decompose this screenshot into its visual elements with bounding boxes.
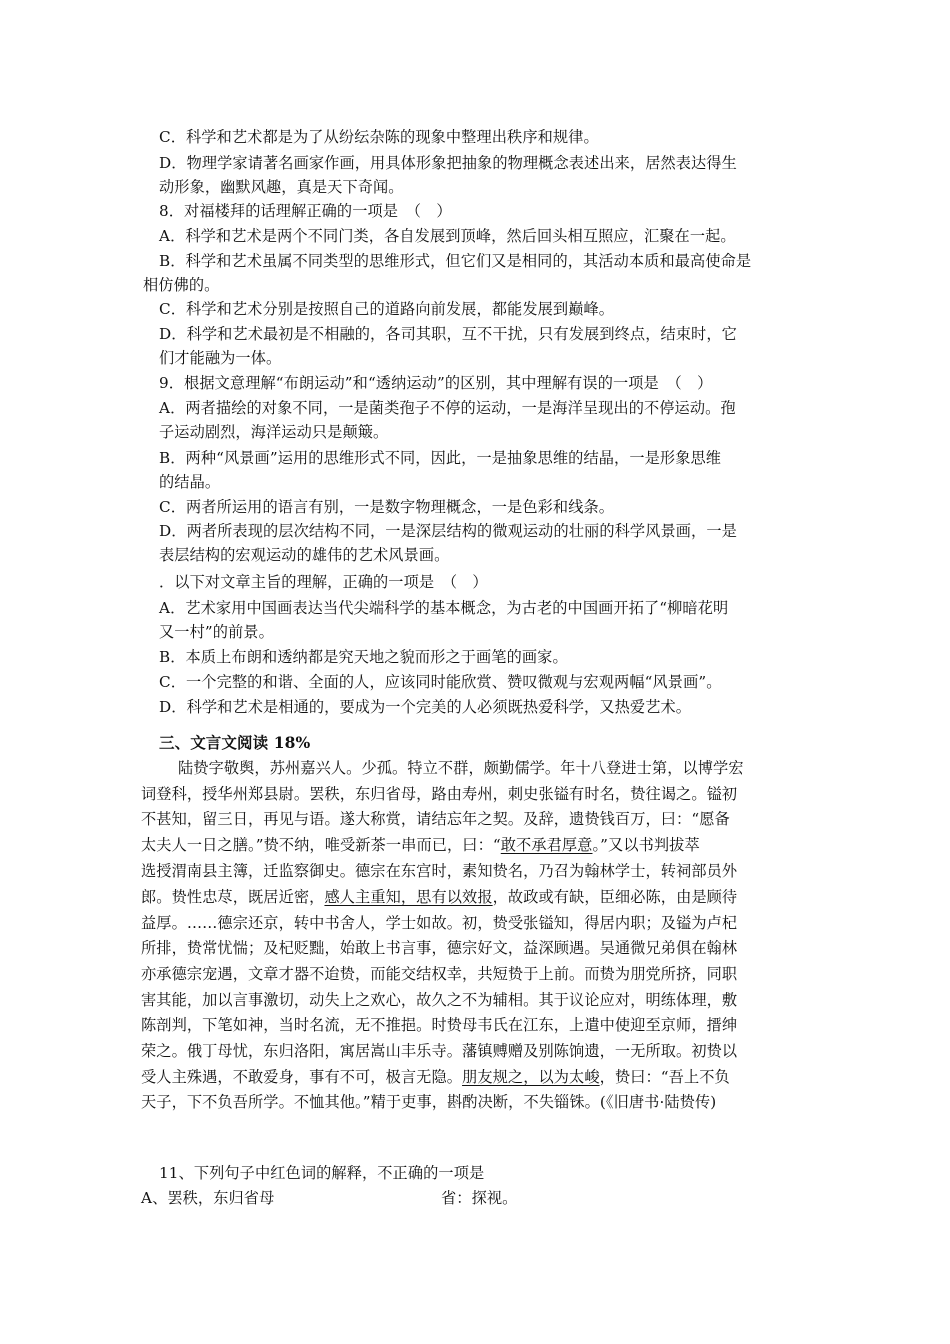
q8-option-b-line1: B．科学和艺术虽属不同类型的思维形式，但它们又是相同的，其活动本质和最高使命是 xyxy=(159,252,752,270)
passage-line: 受人主殊遇，不敢爱身，事有不可，极言无隐。朋友规之，以为太峻，贽曰：“吾上不负 xyxy=(141,1068,730,1086)
q7-option-d-line1: D．物理学家请著名画家作画，用具体形象把抽象的物理概念表述出来，居然表达得生 xyxy=(159,154,737,172)
q9-option-d-line1: D．两者所表现的层次结构不同，一是深层结构的微观运动的壮丽的科学风景画，一是 xyxy=(159,522,737,540)
q8-option-b-line2: 相仿佛的。 xyxy=(143,276,220,294)
q7-option-d-line2: 动形象，幽默风趣，真是天下奇闻。 xyxy=(159,178,404,196)
passage-line: 害其能，加以言事激切，动失上之欢心，故久之不为辅相。其于议论应对，明练体理，敷 xyxy=(141,991,738,1009)
q9-option-d-line2: 表层结构的宏观运动的雄伟的艺术风景画。 xyxy=(159,546,450,564)
q11-option-a-gloss: 省：探视。 xyxy=(441,1189,518,1207)
q9-option-a-line1: A．两者描绘的对象不同，一是菌类孢子不停的运动，一是海洋呈现出的不停运动。孢 xyxy=(159,399,736,417)
q8-option-a: A．科学和艺术是两个不同门类，各自发展到顶峰，然后回头相互照应，汇聚在一起。 xyxy=(159,227,736,245)
passage-line: 词登科，授华州郑县尉。罢秩，东归省母，路由寿州，刺史张镒有时名，贽往谒之。镒初 xyxy=(141,785,738,803)
q10-option-d: D．科学和艺术是相通的，要成为一个完美的人必须既热爱科学，又热爱艺术。 xyxy=(159,698,692,716)
q8-option-c: C．科学和艺术分别是按照自己的道路向前发展，都能发展到巅峰。 xyxy=(159,300,615,318)
passage-line: 荣之。俄丁母忧，东归洛阳，寓居嵩山丰乐寺。藩镇赙赠及别陈饷遗，一无所取。初贽以 xyxy=(141,1042,738,1060)
passage-line: 所排，贽常忧惴；及杞贬黜，始敢上书言事，德宗好文，益深顾遇。吴通微兄弟俱在翰林 xyxy=(141,939,738,957)
passage-line: 选授渭南县主簿，迁监察御史。德宗在东宫时，素知贽名，乃召为翰林学士，转祠部员外 xyxy=(141,862,738,880)
q9-option-b-line2: 的结晶。 xyxy=(159,473,221,491)
passage-line: 陆贽字敬舆，苏州嘉兴人。少孤。特立不群，颇勤儒学。年十八登进士第，以博学宏 xyxy=(178,759,744,777)
passage-line: 陈剖判，下笔如神，当时名流，无不推挹。时贽母韦氏在江东，上遣中使迎至京师，搢绅 xyxy=(141,1016,738,1034)
passage-line: 郎。贽性忠荩，既居近密，感人主重知，思有以效报，故政或有缺，臣细必陈，由是顾待 xyxy=(141,888,738,906)
q9-option-b-line1: B．两种“风景画”运用的思维形式不同，因此，一是抽象思维的结晶，一是形象思维 xyxy=(159,449,722,467)
q10-option-c: C．一个完整的和谐、全面的人，应该同时能欣赏、赞叹微观与宏观两幅“风景画”。 xyxy=(159,673,722,691)
q10-option-a-line2: 又一村”的前景。 xyxy=(159,623,274,641)
q8-option-d-line1: D．科学和艺术最初是不相融的，各司其职，互不干扰，只有发展到终点，结束时，它 xyxy=(159,325,737,343)
section-heading: 三、文言文阅读 18% xyxy=(159,733,311,752)
q11-stem: 11、下列句子中红色词的解释，不正确的一项是 xyxy=(159,1164,485,1182)
q7-option-c: C．科学和艺术都是为了从纷纭杂陈的现象中整理出秩序和规律。 xyxy=(159,128,599,146)
q8-option-d-line2: 们才能融为一体。 xyxy=(159,349,282,367)
passage-line: 太夫人一日之膳。”贽不纳，唯受新茶一串而已，曰：“敢不承君厚意。”又以书判拔萃 xyxy=(141,836,700,854)
q10-option-b: B．本质上布朗和透纳都是究天地之貌而形之于画笔的画家。 xyxy=(159,648,568,666)
underlined-phrase: 敢不承君厚意 xyxy=(500,836,593,854)
underlined-phrase: 感人主重知，思有以效报 xyxy=(324,888,493,906)
q10-option-a-line1: A．艺术家用中国画表达当代尖端科学的基本概念，为古老的中国画开拓了“柳暗花明 xyxy=(159,599,729,617)
passage-line: 不甚知，留三日，再见与语。遂大称赏，请结忘年之契。及辞，遗贽钱百万，曰：“愿备 xyxy=(141,810,730,828)
passage-line: 天子，下不负吾所学。不恤其他。”精于吏事，斟酌决断，不失锱铢。(《旧唐书·陆贽传) xyxy=(141,1093,717,1111)
q9-option-a-line2: 子运动剧烈，海洋运动只是颠簸。 xyxy=(159,423,389,441)
underlined-phrase: 朋友规之，以为太峻 xyxy=(462,1068,600,1086)
passage-line: 亦承德宗宠遇，文章才器不迨贽，而能交结权幸，共短贽于上前。而贽为朋党所挤，同职 xyxy=(141,965,738,983)
q8-stem: 8．对福楼拜的话理解正确的一项是 （ ） xyxy=(159,202,452,220)
q9-stem: 9．根据文意理解“布朗运动”和“透纳运动”的区别，其中理解有误的一项是 （ ） xyxy=(159,374,713,392)
q9-option-c: C．两者所运用的语言有别，一是数字物理概念，一是色彩和线条。 xyxy=(159,498,615,516)
q11-option-a: A、罢秩，东归省母 xyxy=(141,1189,275,1207)
passage-line: 益厚。……德宗还京，转中书舍人，学士如故。初，贽受张镒知，得居内职；及镒为卢杞 xyxy=(141,914,738,932)
q10-stem: ．以下对文章主旨的理解，正确的一项是 （ ） xyxy=(159,573,488,591)
